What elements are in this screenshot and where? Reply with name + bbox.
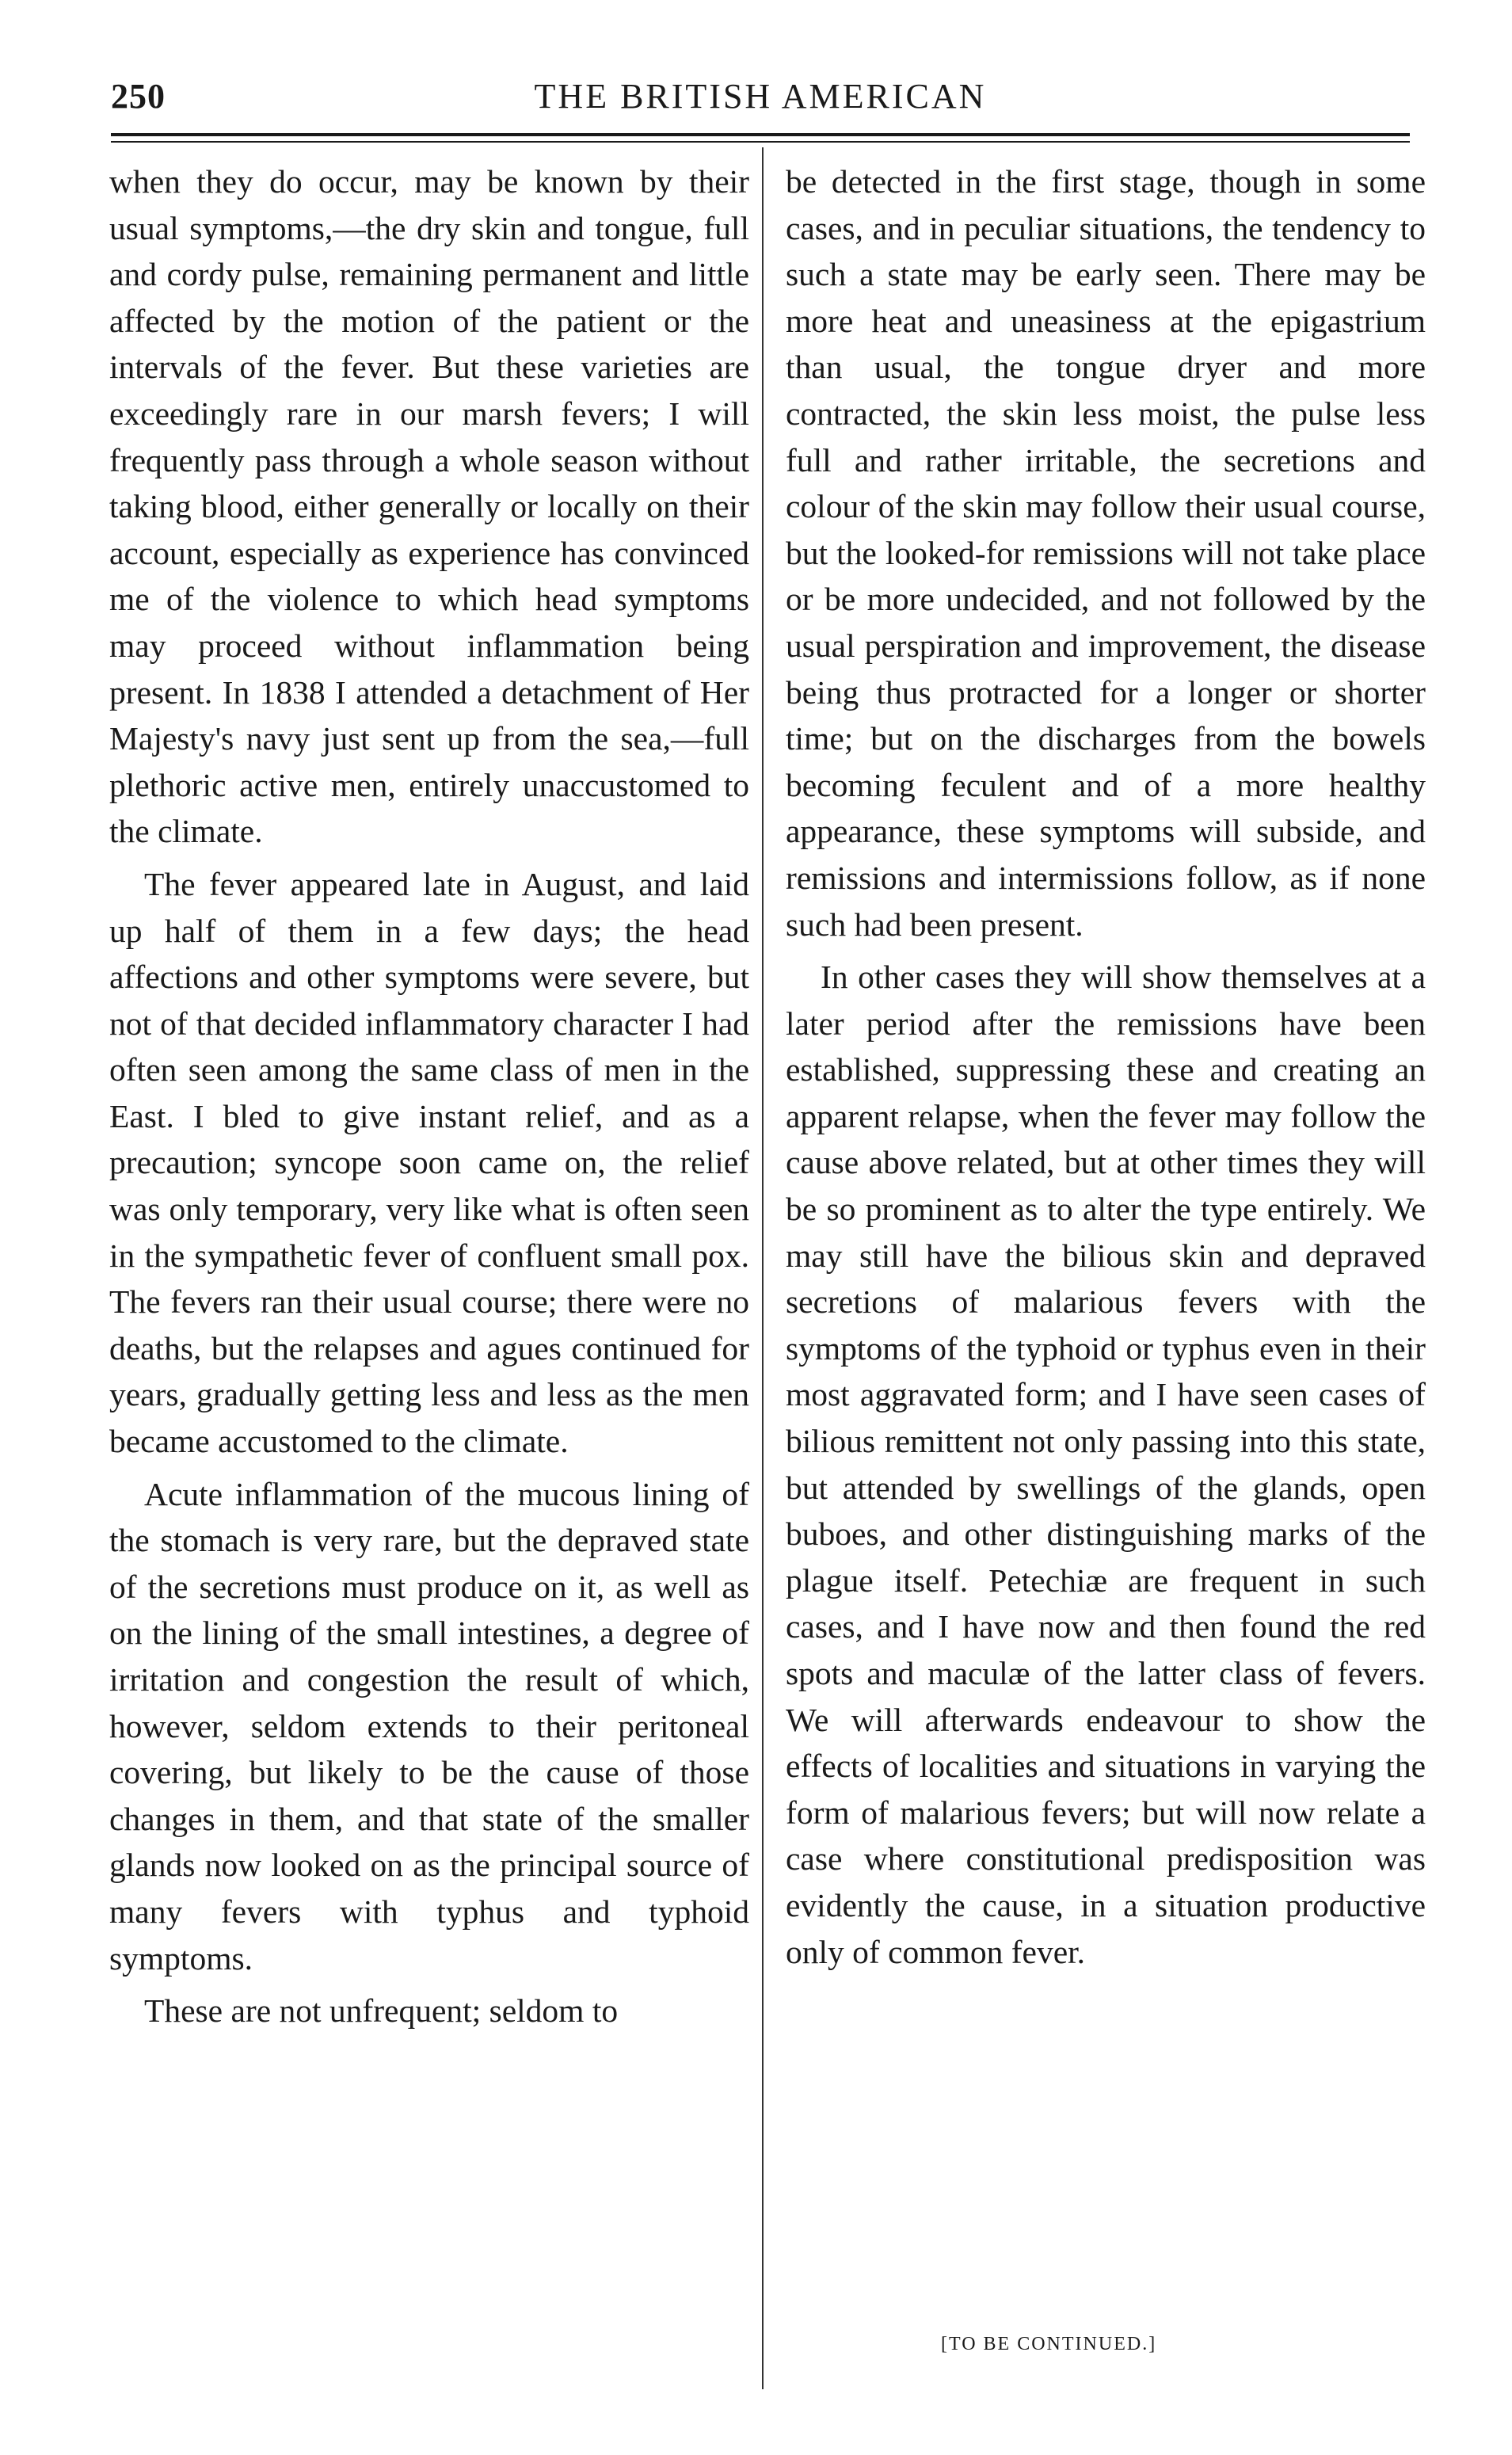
header-rule-thick: [111, 133, 1410, 136]
paragraph: The fever appeared late in August, and laid up half of them in a few days; the head affections and other symptoms were severe, but not of that decided inflammatory character I had often seen among the same class of men in the East. I bled to give instant relief, and as a precaution; syncope soon came on, the relief was only temporary, very like what is often seen in the sympathetic fever of confluent small pox. The fevers ran their usual course; there were no deaths, but the relapses and agues continued for years, gradually getting less and less as the men became accustomed to the climate.: [109, 865, 749, 1460]
running-head: THE BRITISH AMERICAN: [534, 77, 987, 116]
left-column: [109, 158, 749, 2034]
header-rule-thin: [111, 141, 1410, 143]
paragraph: be detected in the first stage, though in some cases, and in peculiar situations, the tendency to such a state may be early seen. There may be more heat and uneasiness at the epigastrium than usual, the tongue dryer and more contracted, the skin less moist, the pulse less full and rather irritable, the secretions and colour of the skin may follow their usual course, but the looked-for remissions will not take place or be more undecided, and not followed by the usual perspiration and improvement, the disease being thus protracted for a longer or shorter time; but on the discharges from the bowels becoming feculent and of a more healthy appearance, these symptoms will subside, and remissions and intermissions follow, as if none such had been present.: [786, 163, 1426, 943]
paragraph: when they do occur, may be known by their usual symptoms,—the dry skin and tongue, full and cordy pulse, remaining permanent and little affected by the motion of the patient or the intervals of the fever. But these varieties are exceedingly rare in our marsh fevers; I will frequently pass through a whole season without taking blood, either generally or locally on their account, especially as experience has convinced me of the violence to which head symptoms may proceed without inflammation being present. In 1838 I attended a detachment of Her Majesty's navy just sent up from the sea,—full plethoric active men, entirely unaccustomed to the climate.: [109, 163, 749, 850]
paragraph: Acute inflammation of the mucous lining of the stomach is very rare, but the depraved state of the secretions must produce on it, as well as on the lining of the small intestines, a degree of irritation and congestion the result of which, however, seldom extends to their peritoneal covering, but likely to be the cause of those changes in them, and that state of the smaller glands now looked on as the principal source of many fevers with typhus and typhoid symptoms.: [109, 1475, 749, 1977]
right-column: [786, 158, 1426, 1975]
continued-note: [TO BE CONTINUED.]: [941, 2334, 1157, 2354]
paragraph: In other cases they will show themselves at a later period after the remissions have been established, suppressing these and creating an apparent relapse, when the fever may follow the cause above related, but at other times they will be so prominent as to alter the type entirely. We may still have the bilious skin and depraved secretions of malarious fevers with the symptoms of the typhoid or typhus even in their most aggravated form; and I have seen cases of bilious remittent not only passing into this state, but attended by swellings of the glands, open buboes, and other distinguishing marks of the plague itself. Petechiæ are frequent in such cases, and I have now and then found the red spots and maculæ of the latter class of fevers. We will afterwards endeavour to show the effects of localities and situations in varying the form of malarious fevers; but will now relate a case where constitutional predisposition was evidently the cause, in a situation productive only of common fever.: [786, 959, 1426, 1970]
column-divider: [762, 147, 764, 2389]
page-number: 250: [111, 77, 166, 116]
paragraph: These are not unfrequent; seldom to: [144, 1992, 619, 2030]
page-header: [111, 76, 1410, 124]
